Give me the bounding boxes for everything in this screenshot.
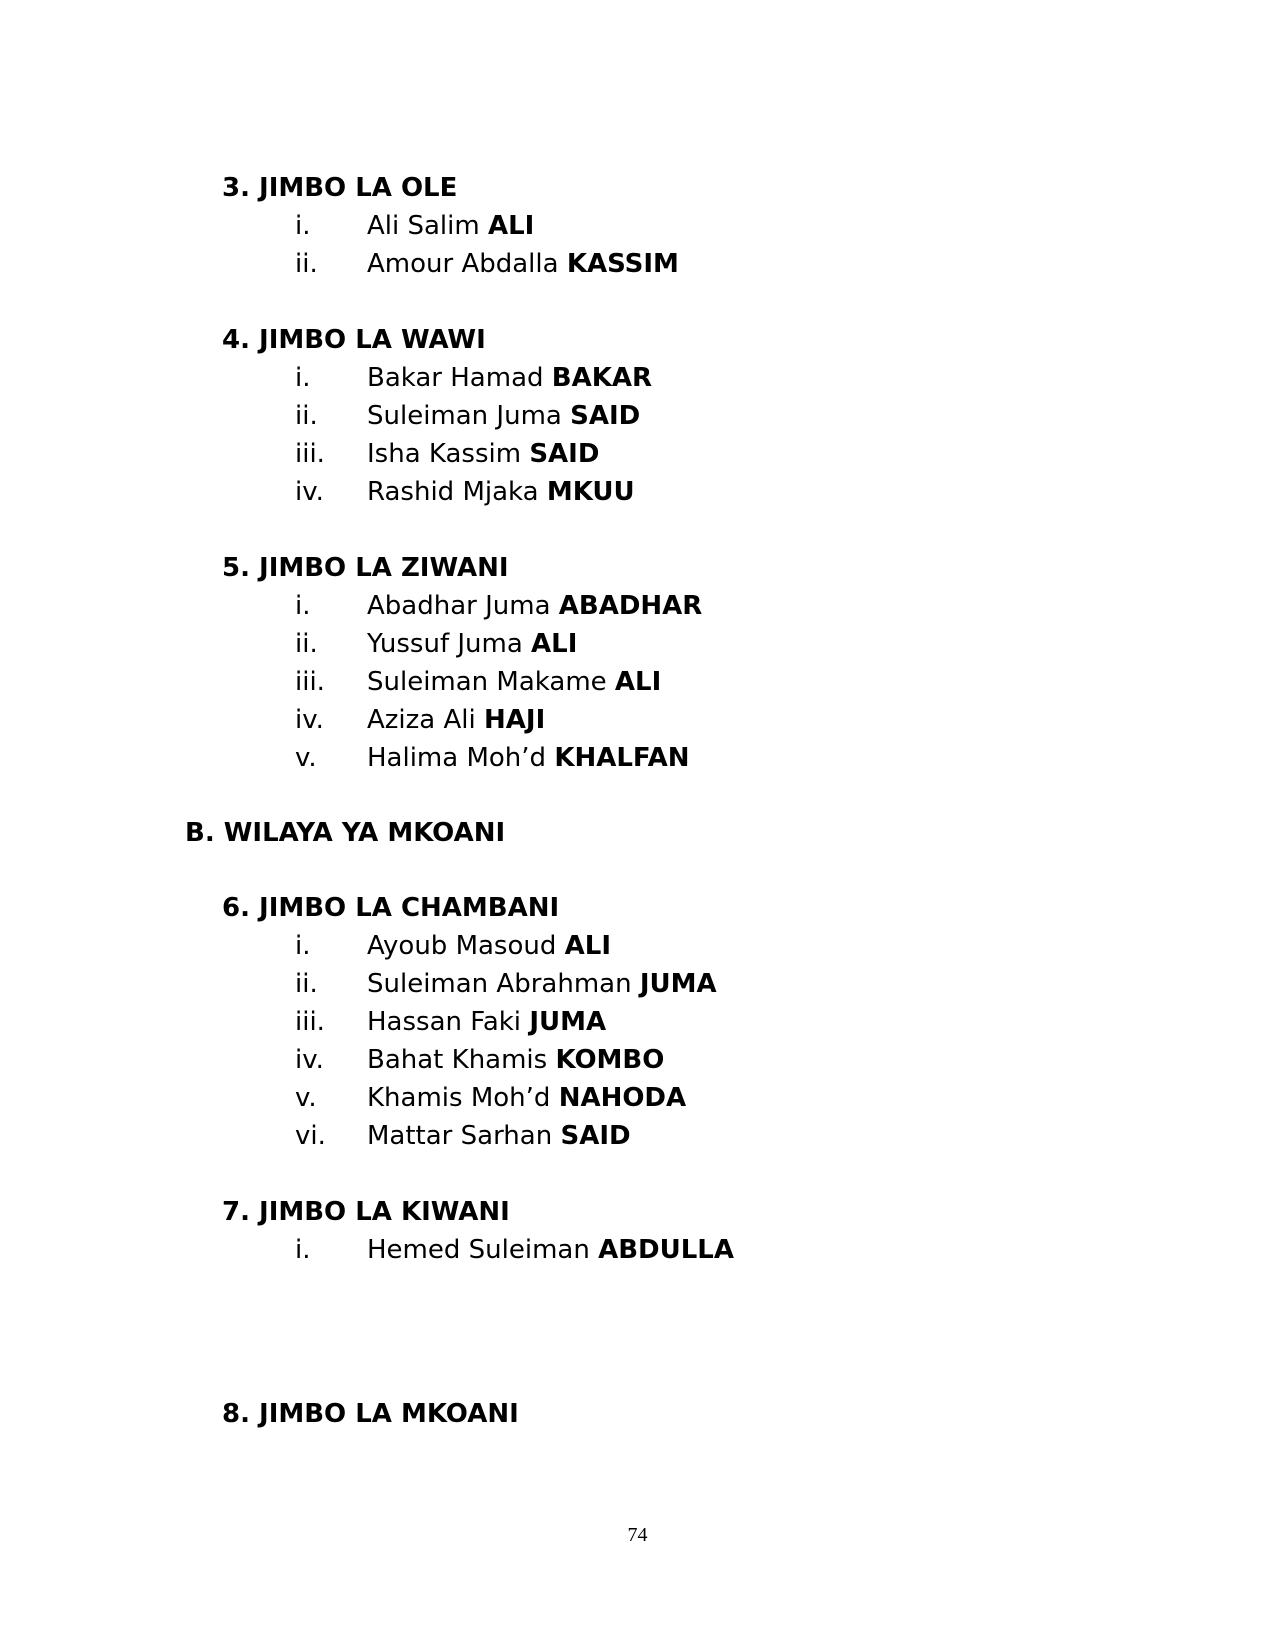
- candidate-name: [367, 473, 635, 511]
- given-name: Ayoub Masoud: [367, 931, 557, 961]
- section-heading: 6. JIMBO LA CHAMBANI: [222, 893, 560, 923]
- candidate-name: [367, 965, 717, 1003]
- given-name: Ali Salim: [367, 211, 480, 241]
- list-item: [295, 435, 600, 473]
- surname: KHALFAN: [554, 743, 690, 773]
- section-jimbo-la-ole: [222, 169, 679, 283]
- candidate-name: [367, 739, 690, 777]
- item-number: i.: [295, 363, 311, 393]
- list-item: [295, 625, 578, 663]
- given-name: Isha Kassim: [367, 439, 522, 469]
- list-item: [295, 965, 717, 1003]
- list-item: [295, 1041, 665, 1079]
- item-number: iv.: [295, 477, 324, 507]
- candidate-list: [295, 1231, 734, 1269]
- section-jimbo-la-wawi: [222, 321, 653, 511]
- candidate-name: [367, 1041, 664, 1079]
- surname: BAKAR: [551, 363, 653, 393]
- item-number: ii.: [295, 401, 318, 431]
- given-name: Suleiman Makame: [367, 667, 607, 697]
- surname: KASSIM: [566, 249, 679, 279]
- surname: SAID: [529, 439, 600, 469]
- section-jimbo-la-mkoani: [222, 1395, 519, 1433]
- candidate-name: [367, 1231, 734, 1269]
- given-name: Bahat Khamis: [367, 1045, 548, 1075]
- candidate-name: [367, 435, 599, 473]
- district-heading: B. WILAYA YA MKOANI: [185, 818, 506, 848]
- list-item: [295, 927, 612, 965]
- surname: KOMBO: [555, 1045, 665, 1075]
- surname: MKUU: [546, 477, 635, 507]
- candidate-name: [367, 587, 702, 625]
- surname: ALI: [531, 629, 578, 659]
- item-number: iv.: [295, 1045, 324, 1075]
- item-number: ii.: [295, 629, 318, 659]
- candidate-list: [295, 927, 717, 1155]
- surname: NAHODA: [558, 1083, 687, 1113]
- list-item: [295, 359, 653, 397]
- item-number: v.: [295, 1083, 317, 1113]
- candidate-name: [367, 1117, 631, 1155]
- given-name: Halima Moh’d: [367, 743, 547, 773]
- list-item: [295, 397, 641, 435]
- list-item: [295, 1231, 734, 1269]
- item-number: ii.: [295, 249, 318, 279]
- candidate-name: [367, 397, 640, 435]
- candidate-name: [367, 701, 545, 739]
- section-jimbo-la-kiwani: [222, 1193, 734, 1269]
- candidate-name: [367, 359, 652, 397]
- page-number: 74: [627, 1524, 648, 1546]
- surname: ALI: [564, 931, 612, 961]
- section-heading: 7. JIMBO LA KIWANI: [222, 1197, 510, 1227]
- item-number: i.: [295, 211, 311, 241]
- section-heading: 5. JIMBO LA ZIWANI: [222, 553, 509, 583]
- item-number: ii.: [295, 969, 318, 999]
- item-number: iii.: [295, 439, 325, 469]
- section-heading: 4. JIMBO LA WAWI: [222, 325, 486, 355]
- given-name: Amour Abdalla: [367, 249, 559, 279]
- list-item: [295, 1003, 607, 1041]
- candidate-name: [367, 927, 611, 965]
- list-item: [295, 207, 535, 245]
- given-name: Suleiman Abrahman: [367, 969, 632, 999]
- candidate-name: [367, 663, 661, 701]
- list-item: [295, 1117, 631, 1155]
- section-jimbo-la-chambani: [222, 889, 717, 1155]
- given-name: Khamis Moh’d: [367, 1083, 551, 1113]
- given-name: Bakar Hamad: [367, 363, 544, 393]
- given-name: Yussuf Juma: [367, 629, 523, 659]
- surname: ABADHAR: [558, 591, 703, 621]
- list-item: [295, 663, 662, 701]
- list-item: [295, 245, 679, 283]
- list-item: [295, 473, 635, 511]
- given-name: Aziza Ali: [367, 705, 476, 735]
- given-name: Abadhar Juma: [367, 591, 551, 621]
- item-number: iv.: [295, 705, 324, 735]
- candidate-name: [367, 207, 534, 245]
- given-name: Mattar Sarhan: [367, 1121, 553, 1151]
- surname: SAID: [560, 1121, 631, 1151]
- list-item: [295, 587, 703, 625]
- candidate-name: [367, 625, 577, 663]
- candidate-list: [295, 359, 653, 511]
- list-item: [295, 1079, 687, 1117]
- surname: SAID: [570, 401, 641, 431]
- section-heading: 3. JIMBO LA OLE: [222, 173, 458, 203]
- candidate-list: [295, 207, 679, 283]
- section-jimbo-la-ziwani: [222, 549, 703, 777]
- given-name: Rashid Mjaka: [367, 477, 539, 507]
- item-number: i.: [295, 1235, 311, 1265]
- item-number: iii.: [295, 667, 325, 697]
- candidate-name: [367, 1003, 606, 1041]
- surname: ALI: [614, 667, 662, 697]
- item-number: v.: [295, 743, 317, 773]
- surname: HAJI: [484, 705, 546, 735]
- item-number: i.: [295, 591, 311, 621]
- section-heading: 8. JIMBO LA MKOANI: [222, 1399, 519, 1429]
- candidate-list: [295, 587, 703, 777]
- surname: JUMA: [639, 969, 717, 999]
- list-item: [295, 739, 690, 777]
- item-number: iii.: [295, 1007, 325, 1037]
- surname: ABDULLA: [598, 1235, 734, 1265]
- list-item: [295, 701, 546, 739]
- item-number: vi.: [295, 1121, 326, 1151]
- given-name: Hassan Faki: [367, 1007, 522, 1037]
- candidate-name: [367, 245, 679, 283]
- surname: ALI: [487, 211, 535, 241]
- surname: JUMA: [529, 1007, 607, 1037]
- given-name: Suleiman Juma: [367, 401, 562, 431]
- candidate-name: [367, 1079, 686, 1117]
- given-name: Hemed Suleiman: [367, 1235, 590, 1265]
- item-number: i.: [295, 931, 311, 961]
